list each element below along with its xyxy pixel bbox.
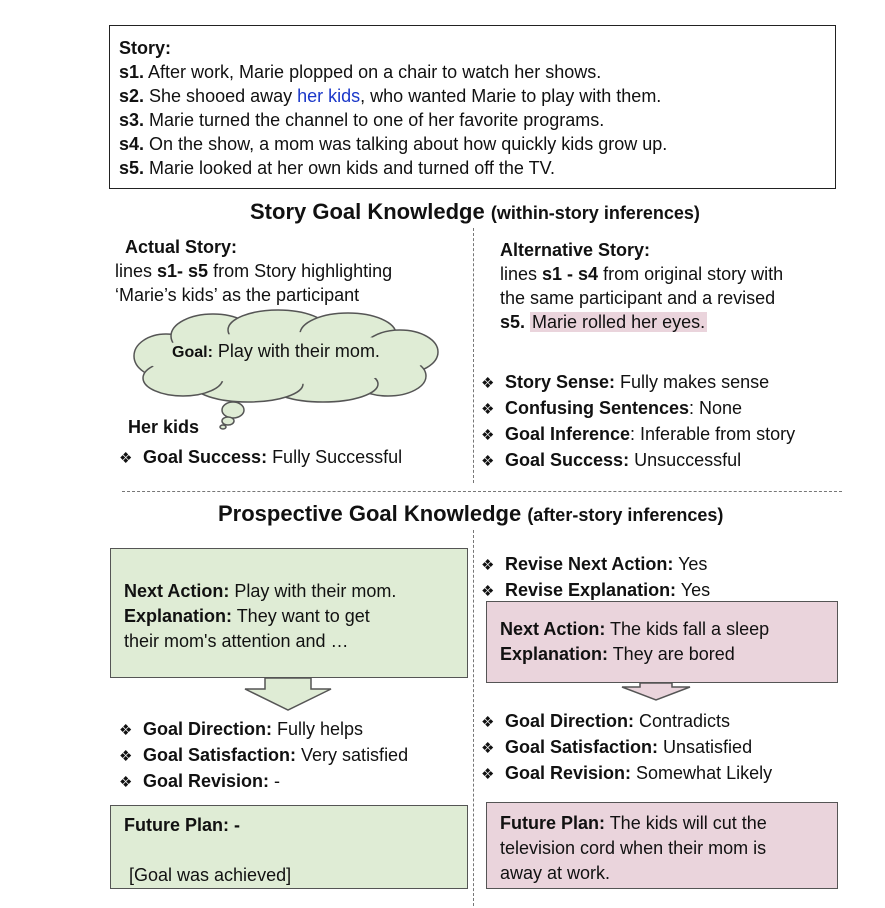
right-next-action: Next Action: The kids fall a sleep [500,619,770,639]
right-bullet-goal-direction: ❖ Goal Direction: Contradicts [481,709,772,735]
alternative-story-heading: Alternative Story: [500,240,651,260]
actual-story-desc-1: lines s1- s5 from Story highlighting [115,261,393,281]
diamond-bullet-icon: ❖ [119,722,133,739]
alternative-bullets [481,370,795,474]
actual-story-desc-2: ‘Marie’s kids’ as the participant [115,285,360,305]
bullet-goal-success: ❖ Goal Success: Unsuccessful [481,448,795,474]
left-goal-bullets [119,717,408,795]
diamond-bullet-icon: ❖ [481,427,495,444]
story-box [109,25,836,189]
prospective-goal-title: Prospective Goal Knowledge (after-story inferences) [218,501,724,526]
vertical-divider-top [473,228,474,483]
revise-bullets [481,552,710,604]
left-bullet-goal-satisfaction: ❖ Goal Satisfaction: Very satisfied [119,743,408,769]
right-explanation: Explanation: They are bored [500,644,735,664]
left-explanation-line2: their mom's attention and … [124,631,349,651]
alternative-story-desc-2: the same participant and a revised [500,288,776,308]
actual-story-heading: Actual Story: [125,237,238,257]
left-bullet-goal-direction: ❖ Goal Direction: Fully helps [119,717,408,743]
right-bullet-goal-revision: ❖ Goal Revision: Somewhat Likely [481,761,772,787]
alternative-story-desc-1: lines s1 - s4 from original story with [500,264,784,284]
right-goal-bullets [481,709,772,787]
left-future-plan-box [110,805,468,889]
participant-label: Her kids [128,417,200,437]
story-line-s4: s4. On the show, a mom was talking about how quickly kids grow up. [119,134,668,154]
bullet-story-sense: ❖ Story Sense: Fully makes sense [481,370,795,396]
right-next-action-box [486,601,838,683]
thought-cloud-icon [128,308,448,430]
horizontal-divider [122,491,842,492]
cloud-goal-text: Goal: Play with their mom. [172,341,380,361]
diamond-bullet-icon: ❖ [119,450,133,467]
story-line-s3: s3. Marie turned the channel to one of her favorite programs. [119,110,605,130]
diamond-bullet-icon: ❖ [481,375,495,392]
diamond-bullet-icon: ❖ [481,714,495,731]
diamond-bullet-icon: ❖ [481,557,495,574]
down-arrow-icon [243,677,333,712]
alternative-story-desc-3: s5. Marie rolled her eyes. [500,312,706,332]
diamond-bullet-icon: ❖ [481,766,495,783]
diamond-bullet-icon: ❖ [481,453,495,470]
left-bullet-goal-revision: ❖ Goal Revision: - [119,769,408,795]
actual-story-block [115,235,393,307]
actual-goal-success: ❖ Goal Success: Fully Successful [119,445,402,471]
left-next-action-box [110,548,468,678]
diamond-bullet-icon: ❖ [481,583,495,600]
vertical-divider-bottom [473,530,474,906]
story-goal-title: Story Goal Knowledge (within-story inferences) [250,199,700,224]
left-future-plan-label: Future Plan: - [124,815,240,835]
bullet-revise-explanation: ❖ Revise Explanation: Yes [481,578,710,604]
right-future-plan: Future Plan: The kids will cut the [500,813,767,833]
bullet-goal-inference: ❖ Goal Inference: Inferable from story [481,422,795,448]
right-future-plan-line3: away at work. [500,863,611,883]
diamond-bullet-icon: ❖ [481,401,495,418]
down-arrow-icon [620,682,692,702]
story-line-s5: s5. Marie looked at her own kids and turned off the TV. [119,158,555,178]
left-explanation: Explanation: They want to get [124,606,370,626]
diamond-bullet-icon: ❖ [119,748,133,765]
right-future-plan-box [486,802,838,889]
diamond-bullet-icon: ❖ [119,774,133,791]
diamond-bullet-icon: ❖ [481,740,495,757]
revised-sentence: Marie rolled her eyes. [532,312,706,332]
story-line-s1: s1. After work, Marie plopped on a chair to watch her shows. [119,62,602,82]
bullet-confusing-sentences: ❖ Confusing Sentences: None [481,396,795,422]
right-bullet-goal-satisfaction: ❖ Goal Satisfaction: Unsatisfied [481,735,772,761]
left-next-action: Next Action: Play with their mom. [124,581,397,601]
story-line-s2: s2. She shooed away her kids, who wanted Marie to play with them. [119,86,662,106]
highlighted-participant: her kids [297,86,361,106]
alternative-story-block [500,238,783,334]
story-heading: Story: [119,38,172,58]
bullet-revise-next-action: ❖ Revise Next Action: Yes [481,552,710,578]
left-future-plan-note: [Goal was achieved] [129,865,292,885]
right-future-plan-line2: television cord when their mom is [500,838,767,858]
